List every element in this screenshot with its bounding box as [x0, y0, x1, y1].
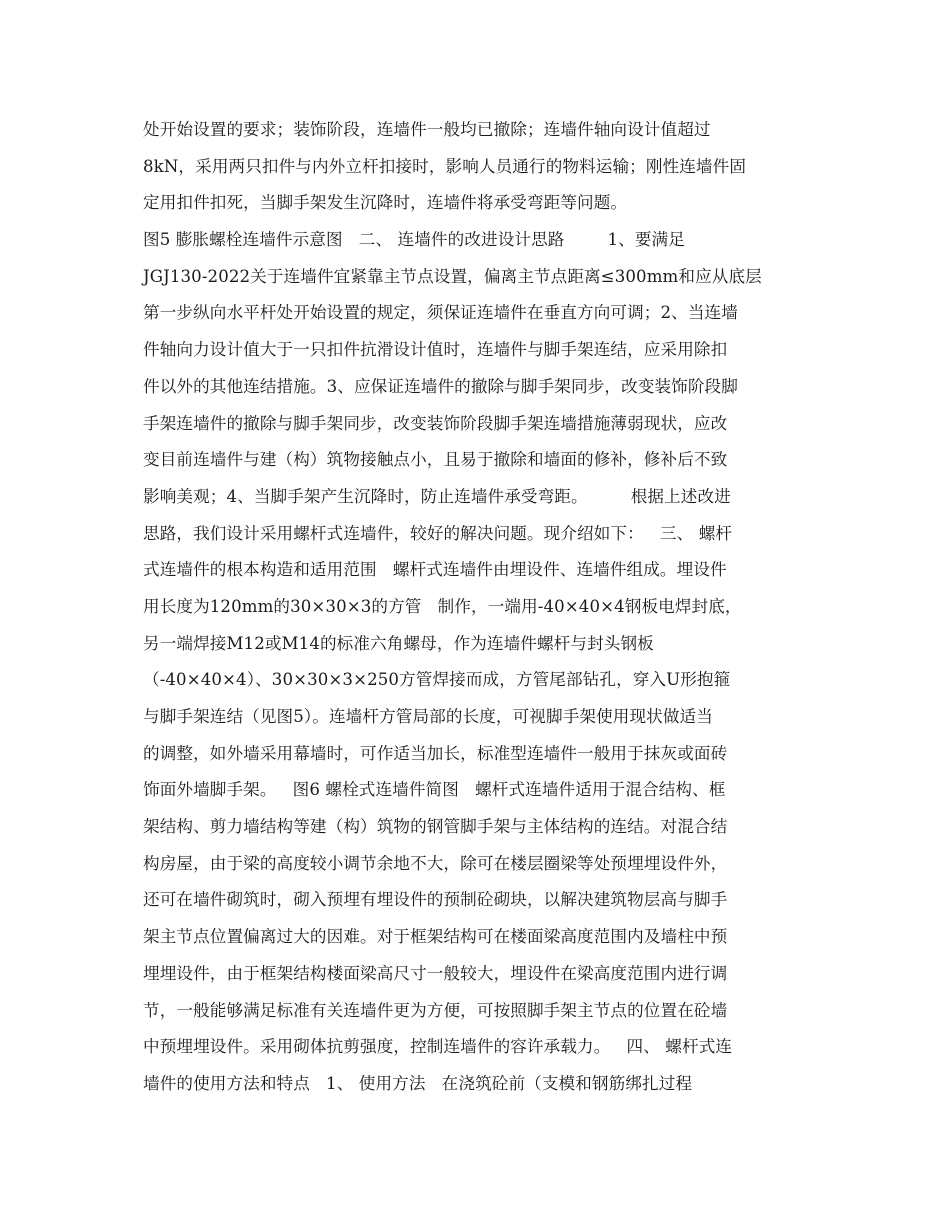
text-line: 第一步纵向水平杆处开始设置的规定，须保证连墙件在垂直方向可调；2、当连墙: [143, 303, 738, 323]
text-line: 另一端焊接M12或M14的标准六角螺母，作为连墙件螺杆与封头钢板: [143, 633, 654, 653]
text-line: 埋埋设件，由于框架结构楼面梁高尺寸一般较大，埋设件在梁高度范围内进行调: [143, 963, 728, 983]
text-line: 架主节点位置偏离过大的因难。对于框架结构可在楼面梁高度范围内及墙柱中预: [143, 927, 728, 947]
text-line: 与脚手架连结（见图5）。连墙杆方管局部的长度，可视脚手架使用现状做适当: [143, 707, 713, 726]
text-line: 定用扣件扣死，当脚手架发生沉降时，连墙件将承受弯距等问题。: [143, 193, 628, 213]
text-line: 的调整，如外墙采用幕墙时，可作适当加长，标准型连墙件一般用于抹灰或面砖: [143, 743, 728, 763]
body-text: [143, 112, 813, 1103]
text-line: 还可在墙件砌筑时，砌入预埋有埋设件的预制砼砌块，以解决建筑物层高与脚手: [143, 890, 728, 910]
text-line: 中预埋埋设件。采用砌体抗剪强度，控制连墙件的容许承载力。 四、 螺杆式连: [143, 1037, 733, 1057]
text-line: 饰面外墙脚手架。 图6 螺栓式连墙件简图 螺杆式连墙件适用于混合结构、框: [143, 780, 726, 800]
text-line: 件以外的其他连结措施。3、应保证连墙件的撤除与脚手架同步，改变装饰阶段脚: [143, 376, 738, 396]
text-line: 节，一般能够满足标准有关连墙件更为方便，可按照脚手架主节点的位置在砼墙: [143, 1000, 728, 1020]
text-line: 思路，我们设计采用螺杆式连墙件，较好的解决问题。现介绍如下： 三、 螺杆: [143, 523, 733, 543]
text-line: 式连墙件的根本构造和适用范围 螺杆式连墙件由埋设件、连墙件组成。埋设件: [143, 560, 727, 580]
text-line: 件轴向力设计值大于一只扣件抗滑设计值时，连墙件与脚手架连结，应采用除扣: [143, 340, 728, 360]
text-line: （-40×40×4）、30×30×3×250方管焊接而成，方管尾部钻孔，穿入U形抱箍: [143, 670, 731, 690]
text-line: 架结构、剪力墙结构等建（构）筑物的钢管脚手架与主体结构的连结。对混合结: [143, 817, 728, 837]
text-line: 影响美观；4、当脚手架产生沉降时，防止连墙件承受弯距。 根据上述改进: [143, 486, 731, 506]
text-line: 墙件的使用方法和特点 1、 使用方法 在浇筑砼前（支模和钢筋绑扎过程: [143, 1073, 693, 1093]
text-line: 构房屋，由于梁的高度较小调节余地不大，除可在楼层圈梁等处预埋埋设件外，: [143, 853, 728, 873]
text-line: 用长度为120mm的30×30×3的方管 制作，一端用-40×40×4钢板电焊封底，: [143, 596, 742, 616]
text-line: JGJ130-2022关于连墙件宜紧靠主节点设置，偏离主节点距离≤300mm和应从底层: [143, 266, 762, 286]
text-line: 处开始设置的要求；装饰阶段，连墙件一般均已撤除；连墙件轴向设计值超过: [143, 120, 711, 139]
text-line: 图5 膨胀螺栓连墙件示意图 二、 连墙件的改进设计思路 1、要满足: [143, 230, 685, 250]
text-line: 变目前连墙件与建（构）筑物接触点小，且易于撤除和墙面的修补，修补后不致: [143, 450, 728, 470]
text-line: 8kN，采用两只扣件与内外立杆扣接时，影响人员通行的物料运输；刚性连墙件固: [143, 156, 747, 176]
text-line: 手架连墙件的撤除与脚手架同步，改变装饰阶段脚手架连墙措施薄弱现状，应改: [143, 413, 728, 433]
